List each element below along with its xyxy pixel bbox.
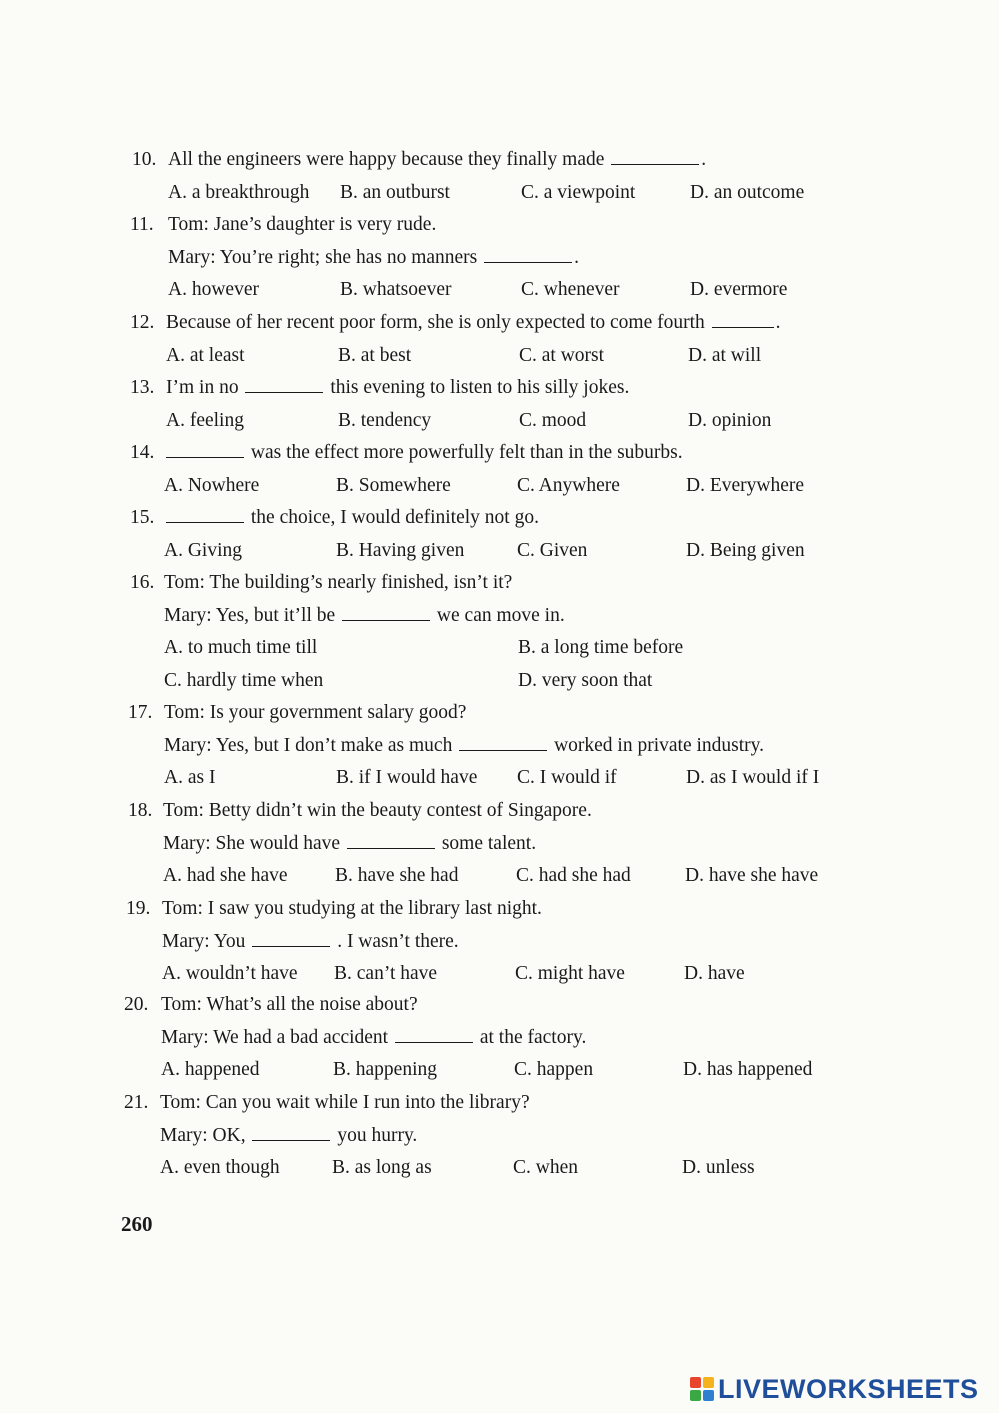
answer-option[interactable]: A. wouldn’t have <box>162 963 298 984</box>
answer-blank[interactable] <box>252 1124 330 1141</box>
answer-option[interactable]: B. a long time before <box>518 637 684 658</box>
answer-option[interactable]: B. Having given <box>336 539 465 561</box>
question-text-part: some talent. <box>441 832 537 854</box>
question-number: 20. <box>124 994 149 1015</box>
answer-option[interactable]: C. at worst <box>519 344 605 366</box>
question-text-part: the choice, I would definitely not go. <box>250 507 539 528</box>
question-number: 12. <box>130 312 155 333</box>
answer-option[interactable]: C. might have <box>515 963 625 984</box>
answer-option[interactable]: B. as long as <box>332 1157 432 1178</box>
question-text <box>164 604 565 628</box>
answer-option[interactable]: D. have <box>684 963 745 984</box>
answer-option[interactable]: D. unless <box>682 1157 755 1178</box>
answer-blank[interactable] <box>459 734 547 751</box>
answer-option[interactable]: D. have she have <box>685 865 819 886</box>
answer-option[interactable]: B. can’t have <box>334 963 438 984</box>
question-text <box>162 930 459 954</box>
answer-option[interactable]: D. Everywhere <box>686 474 805 496</box>
answer-option[interactable]: A. to much time till <box>164 637 318 658</box>
question-text-part: Tom: Betty didn’t win the beauty contest of Singapore. <box>163 800 592 821</box>
question-text-part: was the effect more powerfully felt than in the suburbs. <box>250 442 683 463</box>
question-text-part: Tom: The building’s nearly finished, isn’t it? <box>164 572 513 593</box>
answer-option[interactable]: A. however <box>168 279 259 300</box>
question-text-part: Because of her recent poor form, she is only expected to come fourth <box>166 312 705 333</box>
question-text <box>161 1026 586 1050</box>
question-text-part: I’m in no <box>166 377 239 398</box>
question-text-part: Tom: Jane’s daughter is very rude. <box>168 214 437 235</box>
answer-option[interactable]: C. I would if <box>517 767 617 788</box>
question-text-part: Mary: Yes, but it’ll be <box>164 604 336 626</box>
answer-option[interactable]: D. very soon that <box>518 669 653 691</box>
question-text-part: Mary: You <box>162 930 246 952</box>
question-text <box>168 148 706 172</box>
question-text <box>164 441 683 465</box>
answer-blank[interactable] <box>245 376 323 393</box>
answer-option[interactable]: B. if I would have <box>336 767 478 788</box>
question-text-part: Tom: What’s all the noise about? <box>161 994 418 1015</box>
answer-option[interactable]: C. happen <box>514 1059 594 1080</box>
answer-option[interactable]: B. at best <box>338 344 412 366</box>
question-text-part: . <box>701 149 707 170</box>
answer-option[interactable]: C. hardly time when <box>164 669 324 691</box>
answer-blank[interactable] <box>395 1026 473 1043</box>
question-text <box>161 993 418 1017</box>
question-text <box>166 311 781 335</box>
question-text-part: at the factory. <box>479 1026 587 1048</box>
question-text <box>164 734 764 758</box>
question-text-part: All the engineers were happy because they finally made <box>168 149 605 170</box>
brand-text: LIVEWORKSHEETS <box>718 1373 979 1404</box>
question-text-part: Mary: Yes, but I don’t make as much <box>164 734 453 756</box>
answer-option[interactable]: A. even though <box>160 1157 280 1178</box>
question-number: 21. <box>124 1092 149 1113</box>
answer-option[interactable]: C. when <box>513 1157 578 1178</box>
answer-blank[interactable] <box>484 246 572 263</box>
answer-option[interactable]: D. evermore <box>690 279 788 300</box>
question-text-part: . I wasn’t there. <box>337 930 459 952</box>
question-number: 10. <box>132 149 157 170</box>
answer-option[interactable]: B. Somewhere <box>336 474 451 496</box>
answer-option[interactable]: D. at will <box>688 344 762 366</box>
answer-option[interactable]: A. happened <box>161 1059 260 1080</box>
liveworksheets-logo-icon <box>690 1377 714 1401</box>
question-text <box>166 376 629 400</box>
question-text-part: Mary: She would have <box>163 832 341 854</box>
answer-option[interactable]: A. Giving <box>164 539 242 561</box>
answer-option[interactable]: D. has happened <box>683 1059 813 1080</box>
answer-option[interactable]: C. whenever <box>521 279 620 300</box>
question-text <box>168 246 579 270</box>
question-text <box>164 701 466 725</box>
question-text-part: worked in private industry. <box>554 734 765 756</box>
question-text-part: Mary: You’re right; she has no manners <box>168 246 478 268</box>
answer-blank[interactable] <box>347 832 435 849</box>
question-text-part: you hurry. <box>337 1124 418 1146</box>
question-text-part: we can move in. <box>436 604 565 626</box>
liveworksheets-watermark <box>690 1374 979 1404</box>
question-text <box>168 213 436 237</box>
answer-blank[interactable] <box>166 441 244 458</box>
question-number: 18. <box>128 800 153 821</box>
question-text <box>163 799 592 823</box>
answer-option[interactable]: D. Being given <box>686 539 805 561</box>
page-number: 260 <box>121 1212 153 1236</box>
question-text <box>162 897 542 921</box>
question-text <box>164 571 512 595</box>
question-text-part: this evening to listen to his silly jokes. <box>330 377 630 398</box>
answer-option[interactable]: B. have she had <box>335 865 459 886</box>
question-text <box>164 506 539 530</box>
answer-option[interactable]: C. Given <box>517 539 588 561</box>
question-number: 17. <box>128 702 153 723</box>
question-text <box>163 832 536 856</box>
answer-option[interactable]: C. Anywhere <box>517 474 620 496</box>
answer-option[interactable]: C. mood <box>519 409 587 431</box>
question-text-part: . <box>574 246 579 268</box>
answer-option[interactable]: A. Nowhere <box>164 474 260 496</box>
answer-option[interactable]: C. a viewpoint <box>521 181 636 203</box>
question-text-part: . <box>775 312 781 333</box>
answer-blank[interactable] <box>611 148 699 165</box>
question-number: 19. <box>126 898 151 919</box>
question-number: 13. <box>130 377 155 398</box>
answer-option[interactable]: A. at least <box>166 344 245 366</box>
answer-option[interactable]: D. an outcome <box>690 181 805 203</box>
answer-option[interactable]: A. had she have <box>163 865 288 886</box>
question-number: 14. <box>130 442 155 463</box>
answer-option[interactable]: A. a breakthrough <box>168 181 310 203</box>
answer-blank[interactable] <box>712 311 774 328</box>
answer-option[interactable]: D. as I would if I <box>686 767 820 788</box>
answer-option[interactable]: D. opinion <box>688 409 772 431</box>
answer-option[interactable]: A. feeling <box>166 409 244 431</box>
answer-blank[interactable] <box>166 506 244 523</box>
question-text-part: Tom: Is your government salary good? <box>164 702 467 723</box>
answer-option[interactable]: B. tendency <box>338 409 432 431</box>
answer-option[interactable]: B. an outburst <box>340 181 450 203</box>
question-text <box>160 1091 530 1115</box>
question-number: 15. <box>130 507 155 528</box>
answer-option[interactable]: C. had she had <box>516 865 631 886</box>
question-text-part: Mary: We had a bad accident <box>161 1026 389 1048</box>
question-text <box>160 1124 417 1148</box>
question-text-part: Mary: OK, <box>160 1124 246 1146</box>
answer-option[interactable]: B. whatsoever <box>340 279 452 300</box>
question-text-part: Tom: I saw you studying at the library last night. <box>162 898 542 919</box>
question-number: 16. <box>130 572 155 593</box>
answer-blank[interactable] <box>252 930 330 947</box>
question-text-part: Tom: Can you wait while I run into the library? <box>160 1092 530 1113</box>
answer-option[interactable]: B. happening <box>333 1059 437 1080</box>
question-number: 11. <box>130 214 154 235</box>
answer-blank[interactable] <box>342 604 430 621</box>
answer-option[interactable]: A. as I <box>164 767 216 788</box>
